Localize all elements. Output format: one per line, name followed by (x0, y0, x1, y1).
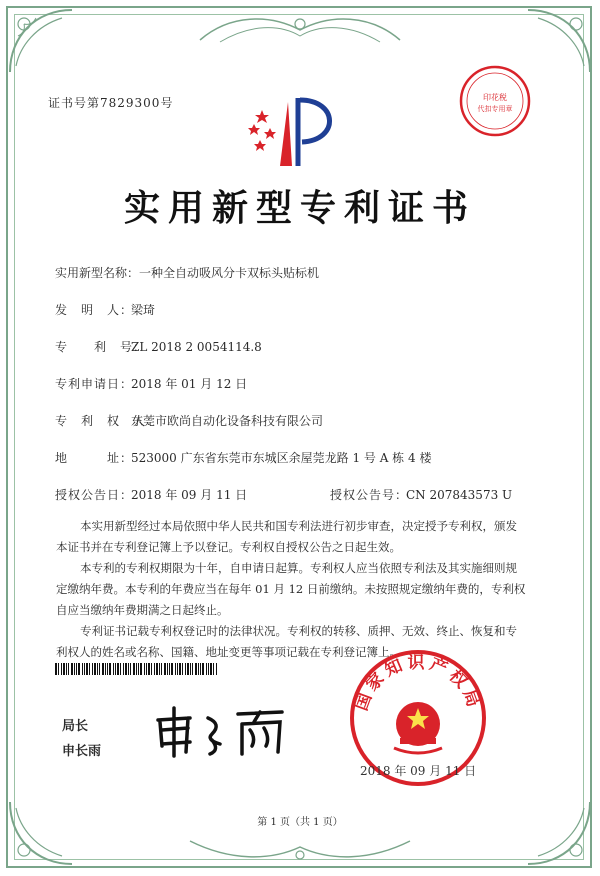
grant-number-row (330, 486, 512, 503)
patentee-value: 东莞市欧尚自动化设备科技有限公司 (131, 414, 324, 428)
filing-date-row (55, 375, 247, 392)
paragraph-grant: 本实用新型经过本局依照中华人民共和国专利法进行初步审查，决定授予专利权，颁发本证书并在专利登记簿上予以登记。专利权自授权公告之日起生效。 (56, 519, 517, 554)
utility-model-name-row (55, 264, 319, 281)
svg-text:印花税: 印花税 (483, 93, 507, 102)
grant-number-label: 授权公告号： (330, 488, 409, 502)
patent-office-logo (240, 92, 350, 172)
seal-text: 国家知识产权局 (351, 653, 485, 714)
svg-text:代扣专用章: 代扣专用章 (477, 105, 513, 113)
corner-ornament-top-left (6, 6, 76, 76)
bottom-ornament (180, 835, 420, 865)
corner-ornament-bottom-right (524, 798, 594, 868)
inventor-row (55, 301, 155, 318)
patent-number-label: 专 利 号： (55, 340, 147, 354)
paragraph-legal-status: 专利证书记载专利权登记时的法律状况。专利权的转移、质押、无效、终止、恢复和专利权人的姓名或名称、国籍、地址变更等事项记载在专利登记簿上。 (56, 624, 517, 659)
name-value: 一种全自动吸风分卡双标头贴标机 (139, 266, 320, 280)
patent-number-value: ZL 2018 2 0054114.8 (131, 340, 262, 354)
inventor-value: 梁琦 (131, 303, 156, 317)
name-label: 实用新型名称： (55, 266, 140, 280)
address-row (55, 449, 431, 466)
corner-ornament-top-right (524, 6, 594, 76)
certificate-title: 实用新型专利证书 (123, 187, 476, 229)
grant-number-value: CN 207843573 U (406, 488, 513, 502)
certificate-number: 证书号第7829300号 (48, 96, 174, 110)
grant-date-row (55, 486, 247, 503)
top-ornament (190, 10, 410, 48)
patentee-label: 专 利 权 人： (55, 414, 160, 428)
grant-date-value: 2018 年 09 月 11 日 (131, 488, 248, 502)
director-title: 局长 (62, 719, 89, 734)
patentee-row (55, 412, 323, 429)
patent-number-row (55, 338, 262, 355)
inventor-label: 发 明 人： (55, 303, 134, 317)
barcode (55, 663, 220, 675)
filing-date-value: 2018 年 01 月 12 日 (131, 377, 248, 391)
director-signature (150, 700, 300, 760)
stamp-duty-seal (458, 64, 532, 138)
filing-date-label: 专利申请日： (55, 377, 134, 391)
director-name: 申长雨 (62, 744, 102, 759)
seal-date: 2018 年 09 月 11 日 (360, 764, 477, 778)
corner-ornament-bottom-left (6, 798, 76, 868)
page-number: 第 1 页（共 1 页） (257, 817, 343, 828)
grant-date-label: 授权公告日： (55, 488, 134, 502)
address-value: 523000 广东省东莞市东城区余屋莞龙路 1 号 A 栋 4 楼 (131, 451, 432, 465)
paragraph-term: 本专利的专利权期限为十年，自申请日起算。专利权人应当依照专利法及其实施细则规定缴纳年费。本专利的年费应当在每年 01 月 12 日前缴纳。未按照规定缴纳年费的，专利权自应当缴纳年费期满之日起终止。 (56, 561, 526, 617)
address-label: 地 址： (55, 451, 134, 465)
